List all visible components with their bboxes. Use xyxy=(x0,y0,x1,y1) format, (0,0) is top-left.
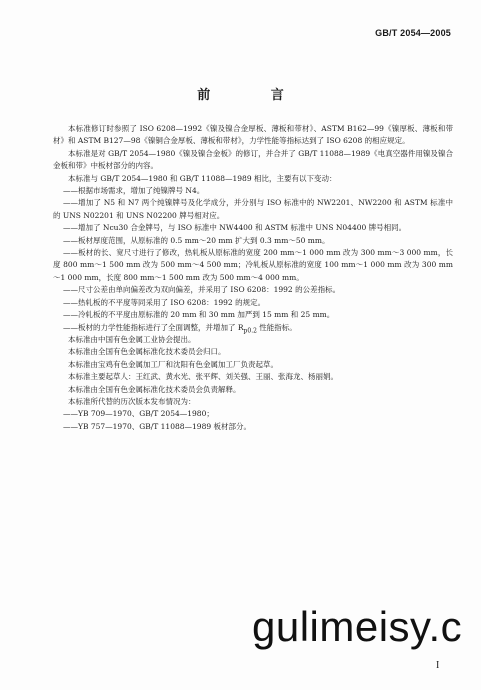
change-item-9-post: 性能指标。 xyxy=(256,322,297,332)
paragraph-committee: 本标准由全国有色金属标准化技术委员会归口。 xyxy=(68,347,226,357)
paragraph-drafters-org: 本标准由宝鸡有色金属加工厂和沈阳有色金属加工厂负责起草。 xyxy=(68,359,278,369)
change-item-2: ——增加了 N5 和 N7 两个纯镍牌号及化学成分，并分别与 ISO 标准中的 NW2201、NW2200 和 ASTM 标准中的 UNS N02201 和 UNS N02200 牌号相对应。 xyxy=(53,198,453,220)
paragraph-history-intro: 本标准所代替的历次版本发布情况为： xyxy=(68,396,196,406)
rp02-subscript: p0.2 xyxy=(243,327,257,334)
standard-number: GB/T 2054—2005 xyxy=(375,28,451,38)
paragraph-proposer: 本标准由中国有色金属工业协会提出。 xyxy=(68,334,196,344)
history-item-1: ——YB 709—1970、GB/T 2054—1980； xyxy=(63,409,214,419)
history-item-2: ——YB 757—1970、GB/T 11088—1989 板材部分。 xyxy=(63,421,251,431)
paragraph-reference: 本标准修订时参照了 ISO 6208—1992《镍及镍合金厚板、薄板和带材》、ASTM B162—99《镍厚板、薄板和带材》和 ASTM B127—98《镍铜合金厚板、薄板和带材》，力学性能等指标达到了 ISO 6208 的相应规定。 xyxy=(53,124,453,146)
change-item-9 xyxy=(53,322,453,334)
change-item-1: ——根据市场需求，增加了纯镍牌号 N4。 xyxy=(63,186,205,196)
change-item-8: ——冷轧板的不平度由原标准的 20 mm 和 30 mm 加严到 15 mm 和 25 mm。 xyxy=(63,310,335,320)
paragraph-drafters: 本标准主要起草人：王红武、黄水光、张平辉、刘关强、王丽、张海龙、杨丽娟。 xyxy=(68,372,338,382)
watermark-text: gulimeisy.c xyxy=(252,603,463,650)
change-item-6: ——尺寸公差由单向偏差改为双向偏差，并采用了 ISO 6208：1992 的公差指标。 xyxy=(63,285,341,295)
page-title: 前 言 xyxy=(197,88,312,103)
paragraph-changes-intro: 本标准与 GB/T 2054—1980 和 GB/T 11088—1989 相比，主要有以下变动： xyxy=(68,173,337,183)
change-item-9-pre: ——板材的力学性能指标进行了全面调整，并增加了 R xyxy=(63,322,244,332)
change-item-3: ——增加了 Ncu30 合金牌号，与 ISO 标准中 NW4400 和 ASTM 标准中 UNS N04400 牌号相同。 xyxy=(63,223,407,233)
foreword-body xyxy=(53,123,453,433)
change-item-4: ——板材厚度范围，从原标准的 0.5 mm～20 mm 扩大到 0.3 mm～50 mm。 xyxy=(63,235,330,245)
change-item-5: ——板材的长、宽尺寸进行了修改，热轧板从原标准的宽度 200 mm～1 000 mm 改为 300 mm～3 000 mm，长度 800 mm～1 500 mm 改为 500 mm～4 500 mm；冷轧板从原标准的宽度 100 mm～1 000 mm 改为 300 mm～1 000 mm，长度 800 mm～1 500 mm 改为 500 mm～4 000 mm。 xyxy=(53,248,453,282)
paragraph-interpretation: 本标准由全国有色金属标准化技术委员会负责解释。 xyxy=(68,384,241,394)
page-number: I xyxy=(436,660,440,671)
change-item-7: ——热轧板的不平度等同采用了 ISO 6208：1992 的规定。 xyxy=(63,297,266,307)
paragraph-revision: 本标准是对 GB/T 2054—1980《镍及镍合金板》的修订，并合并了 GB/T 11088—1989《电真空器件用镍及镍合金板和带》中板材部分的内容。 xyxy=(53,148,453,171)
